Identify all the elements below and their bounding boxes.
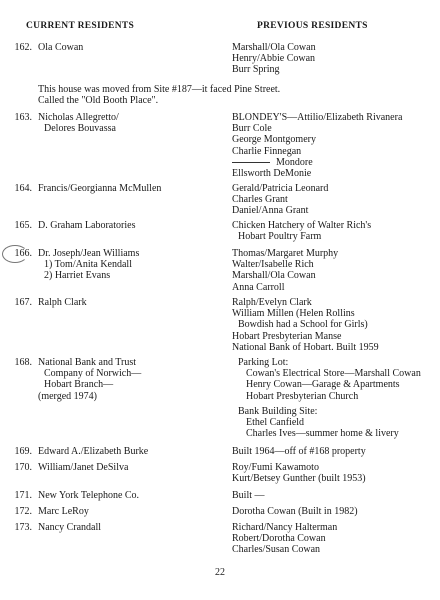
previous-residents [232,446,437,457]
current-resident: Hobart Branch— [44,379,114,391]
page-number: 22 [215,567,225,578]
previous-resident: Henry/Abbie Cowan [232,53,316,65]
entry-number: 168. [14,357,32,368]
previous-residents [232,490,437,501]
previous-resident: Hobart Poultry Farm [238,231,322,243]
previous-residents [232,42,437,76]
current-resident: Marc LeRoy [38,506,89,517]
current-resident: Company of Norwich— [44,368,142,380]
current-resident: Delores Bouvassa [44,123,116,135]
previous-resident: Charles/Susan Cowan [232,544,321,556]
current-residents [38,522,228,533]
entry-number: 173. [14,522,32,533]
previous-resident-heading: Bank Building Site: [238,405,318,417]
current-residents [38,462,228,473]
previous-resident: Built — [232,490,265,501]
previous-resident: Chicken Hatchery of Walter Rich's [232,220,372,231]
previous-residents-header: PREVIOUS RESIDENTS [257,21,368,31]
entry-162-note [38,84,280,106]
entry-number: 162. [14,42,32,53]
entry-number: 172. [14,506,32,517]
previous-resident: Burr Spring [232,64,280,76]
previous-resident: Hobart Presbyterian Church [246,390,359,402]
current-residents-header: CURRENT RESIDENTS [26,21,135,31]
current-resident: William/Janet DeSilva [38,462,129,473]
previous-residents [232,522,437,556]
previous-resident: Robert/Dorotha Cowan [232,533,326,545]
previous-resident: Anna Carroll [232,281,285,293]
previous-resident: Marshall/Ola Cowan [232,270,316,282]
previous-residents [232,506,437,517]
previous-resident: Gerald/Patricia Leonard [232,183,329,194]
previous-resident: BLONDEY'S—Attilio/Elizabeth Rivanera [232,112,403,123]
current-residents [38,490,228,501]
current-residents [38,220,228,231]
entry-number: 169. [14,446,32,457]
current-resident: 1) Tom/Anita Kendall [44,259,132,271]
previous-resident: Henry Cowan—Garage & Apartments [246,379,400,391]
previous-resident-heading: Parking Lot: [238,357,289,368]
current-resident: Francis/Georgianna McMullen [38,183,162,194]
previous-residents [232,357,437,439]
previous-resident: Marshall/Ola Cowan [232,42,316,53]
previous-resident: Daniel/Anna Grant [232,205,309,217]
blank-name-line [232,162,270,163]
note-line: Called the "Old Booth Place". [38,95,159,107]
current-resident: 2) Harriet Evans [44,270,111,282]
previous-resident: Hobart Presbyterian Manse [232,330,342,342]
previous-residents [232,248,437,293]
current-resident: Dr. Joseph/Jean Williams [38,248,140,259]
entry-number: 166. [14,248,32,259]
current-resident: (merged 1974) [38,390,97,402]
current-resident: Ralph Clark [38,297,87,308]
current-resident: New York Telephone Co. [38,490,140,501]
previous-resident: Kurt/Betsey Gunther (built 1953) [232,473,366,485]
previous-resident: Charles Ives—summer home & livery [246,428,399,440]
previous-resident: National Bank of Hobart. Built 1959 [232,341,379,353]
previous-residents [232,462,437,484]
previous-residents [232,112,437,179]
previous-resident: Walter/Isabelle Rich [232,259,314,271]
current-residents [38,248,228,282]
previous-resident-partial: Mondore [232,157,437,168]
previous-residents [232,183,437,217]
current-resident: Ola Cowan [38,42,84,53]
current-residents [38,297,228,308]
entry-number: 163. [14,112,32,123]
current-residents [38,183,228,194]
previous-resident: Built 1964—off of #168 property [232,446,366,457]
previous-resident: Ethel Canfield [246,417,305,429]
current-residents [38,42,228,53]
current-resident: Nancy Crandall [38,522,102,533]
previous-resident: Dorotha Cowan (Built in 1982) [232,506,358,517]
current-resident: National Bank and Trust [38,357,137,368]
current-residents [38,357,228,402]
entry-number: 164. [14,183,32,194]
previous-resident: Roy/Fumi Kawamoto [232,462,319,473]
previous-residents [232,297,437,353]
entry-number: 167. [14,297,32,308]
current-resident: Nicholas Allegretto/ [38,112,119,123]
current-residents [38,506,228,517]
previous-resident: Burr Cole [232,123,272,135]
current-resident: D. Graham Laboratories [38,220,136,231]
current-residents [38,446,228,457]
previous-resident: Charles Grant [232,194,288,206]
previous-resident: Bowdish had a School for Girls) [238,319,368,331]
entry-number: 170. [14,462,32,473]
previous-resident: Richard/Nancy Halterman [232,522,338,533]
current-residents [38,112,228,134]
previous-resident: Ralph/Evelyn Clark [232,297,312,308]
entry-number: 165. [14,220,32,231]
previous-resident: George Montgomery [232,134,316,146]
current-resident: Edward A./Elizabeth Burke [38,446,149,457]
note-line: This house was moved from Site #187—it faced Pine Street. [38,84,281,95]
previous-resident: Ellsworth DeMonie [232,168,312,180]
previous-resident: Charlie Finnegan [232,145,302,157]
previous-resident: William Millen (Helen Rollins [232,308,355,320]
previous-resident: Cowan's Electrical Store—Marshall Cowan [246,368,421,380]
previous-residents [232,220,437,242]
entry-number: 171. [14,490,32,501]
previous-resident: Thomas/Margaret Murphy [232,248,339,259]
